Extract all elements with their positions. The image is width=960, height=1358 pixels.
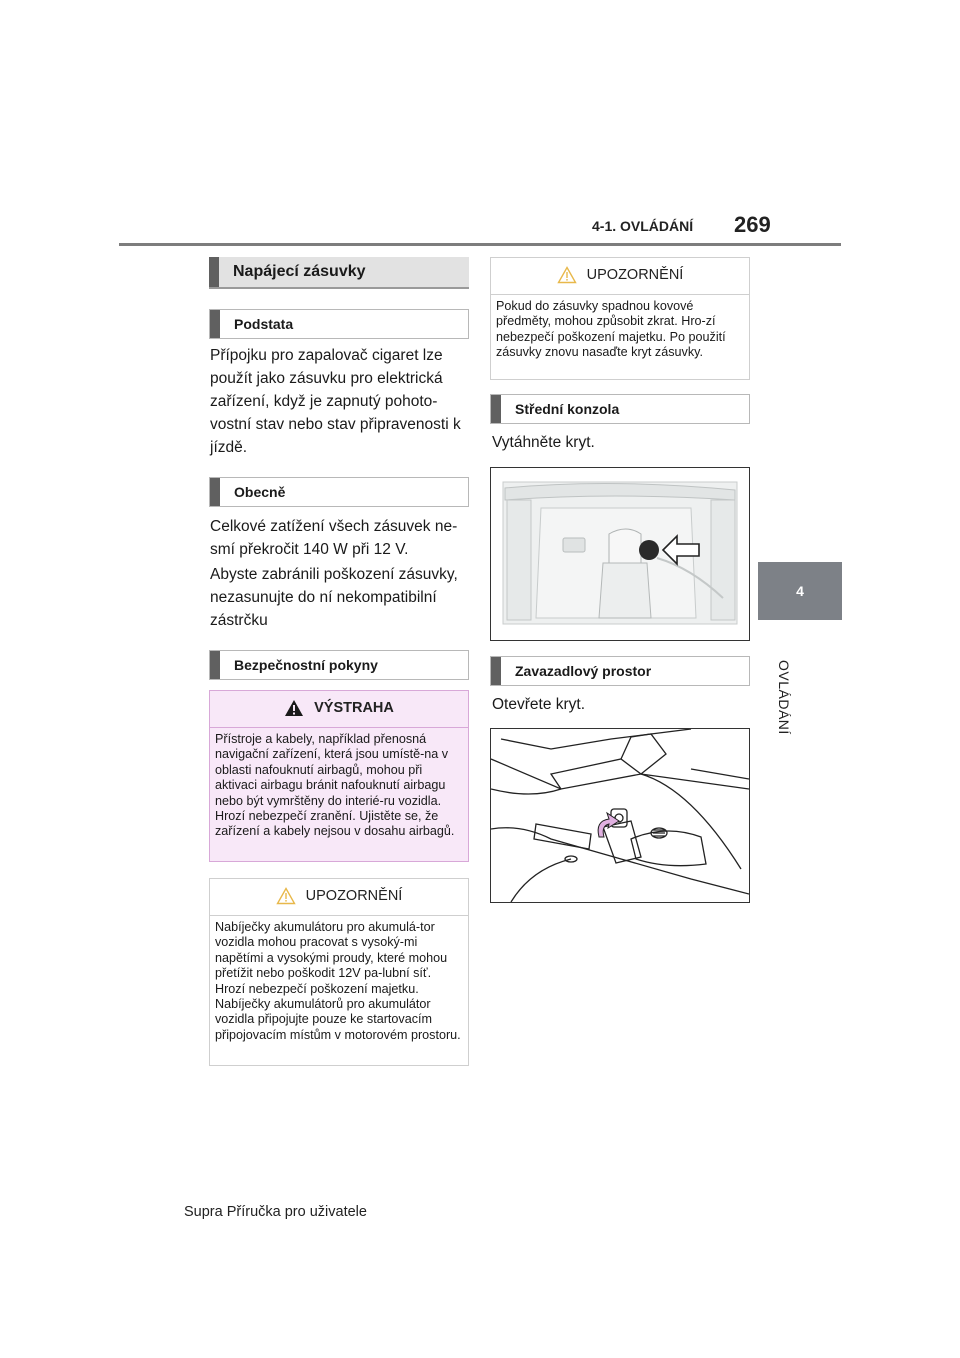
heading-bar xyxy=(210,310,220,338)
figure-luggage-compartment xyxy=(490,728,750,903)
notice-header xyxy=(491,260,749,290)
header-divider xyxy=(119,243,841,246)
notice-box-left xyxy=(209,878,469,1066)
warning-header xyxy=(210,693,468,723)
notice-title: UPOZORNĚNÍ xyxy=(586,267,684,283)
heading-bar xyxy=(210,478,220,506)
heading-bezpecnost-text: Bezpečnostní pokyny xyxy=(234,657,378,673)
notice-box-right xyxy=(490,257,750,380)
notice-title: UPOZORNĚNÍ xyxy=(305,888,403,904)
podstata-paragraph: Přípojku pro zapalovač cigaret lze použít jako zásuvku pro elektrická zařízení, když je zapnutý pohoto-vostní stav nebo stav připravenosti k jízdě. xyxy=(210,347,461,456)
heading-podstata xyxy=(209,309,469,339)
warning-icon xyxy=(284,699,304,717)
chapter-tab[interactable] xyxy=(758,562,842,620)
heading-bar xyxy=(210,651,220,679)
heading-obecne xyxy=(209,477,469,507)
heading-podstata-text: Podstata xyxy=(234,316,294,332)
caution-icon xyxy=(557,266,577,284)
heading-bar xyxy=(491,395,501,423)
chapter-side-label xyxy=(752,660,836,750)
section-title xyxy=(209,257,469,289)
luggage-instruction: Otevřete kryt. xyxy=(492,696,586,713)
console-instruction: Vytáhněte kryt. xyxy=(492,434,595,451)
figure-center-console xyxy=(490,467,750,641)
warning-text: Přístroje a kabely, například přenosná navigační zařízení, která jsou umístě-na v oblasti nafouknutí airbagů, mohou při aktivaci airbagu bránit nafouknutí airbagu nebo být vymrštěny do interié-ru vozidla. Hrozí nebezpečí zranění. Ujistěte se, že zařízení a kabely nejsou v dosahu airbagů. xyxy=(215,732,455,839)
chapter-label-text: OVLÁDÁNÍ xyxy=(776,660,792,735)
obecne-paragraph-2: Abyste zabránili poškození zásuvky, nezasunujte do ní nekompatibilní zástrčku xyxy=(210,566,458,629)
heading-console-text: Střední konzola xyxy=(515,401,620,417)
heading-luggage-text: Zavazadlový prostor xyxy=(515,663,652,679)
footer-text: Supra Příručka pro uživatele xyxy=(184,1204,367,1220)
console-illustration xyxy=(491,468,749,640)
obecne-paragraph-1: Celkové zatížení všech zásuvek ne-smí překročit 140 W při 12 V. xyxy=(210,518,458,558)
heading-obecne-text: Obecně xyxy=(234,484,286,500)
notice-text: Nabíječky akumulátoru pro akumulá-tor vozidla mohou pracovat s vysoký-mi napětími a vysokými proudy, které mohou přetížit nebo poškodit 12V pa-lubní síť. Hrozí nebezpečí poškození majetku. Nabíječky akumulátorů pro akumulátor vozidla připojujte pouze ke startovacím připojovacím místům v motorovém prostoru. xyxy=(215,920,461,1042)
socket-icon xyxy=(639,540,659,560)
heading-console xyxy=(490,394,750,424)
heading-bezpecnost xyxy=(209,650,469,680)
warning-box xyxy=(209,690,469,862)
notice-text: Pokud do zásuvky spadnou kovové předměty, mohou způsobit zkrat. Hro-zí nebezpečí poškození majetku. Po použití zásuvky znovu nasaďte kryt zásuvky. xyxy=(496,299,726,360)
caution-icon xyxy=(276,887,296,905)
heading-bar xyxy=(209,257,219,287)
luggage-illustration xyxy=(491,729,749,902)
notice-header xyxy=(210,881,468,911)
section-title-text: Napájecí zásuvky xyxy=(233,263,366,280)
heading-bar xyxy=(491,657,501,685)
chapter-number: 4 xyxy=(796,583,804,599)
warning-title: VÝSTRAHA xyxy=(314,700,394,716)
page-number: 269 xyxy=(734,212,771,237)
header-section-title: 4-1. OVLÁDÁNÍ xyxy=(592,218,694,234)
heading-luggage xyxy=(490,656,750,686)
